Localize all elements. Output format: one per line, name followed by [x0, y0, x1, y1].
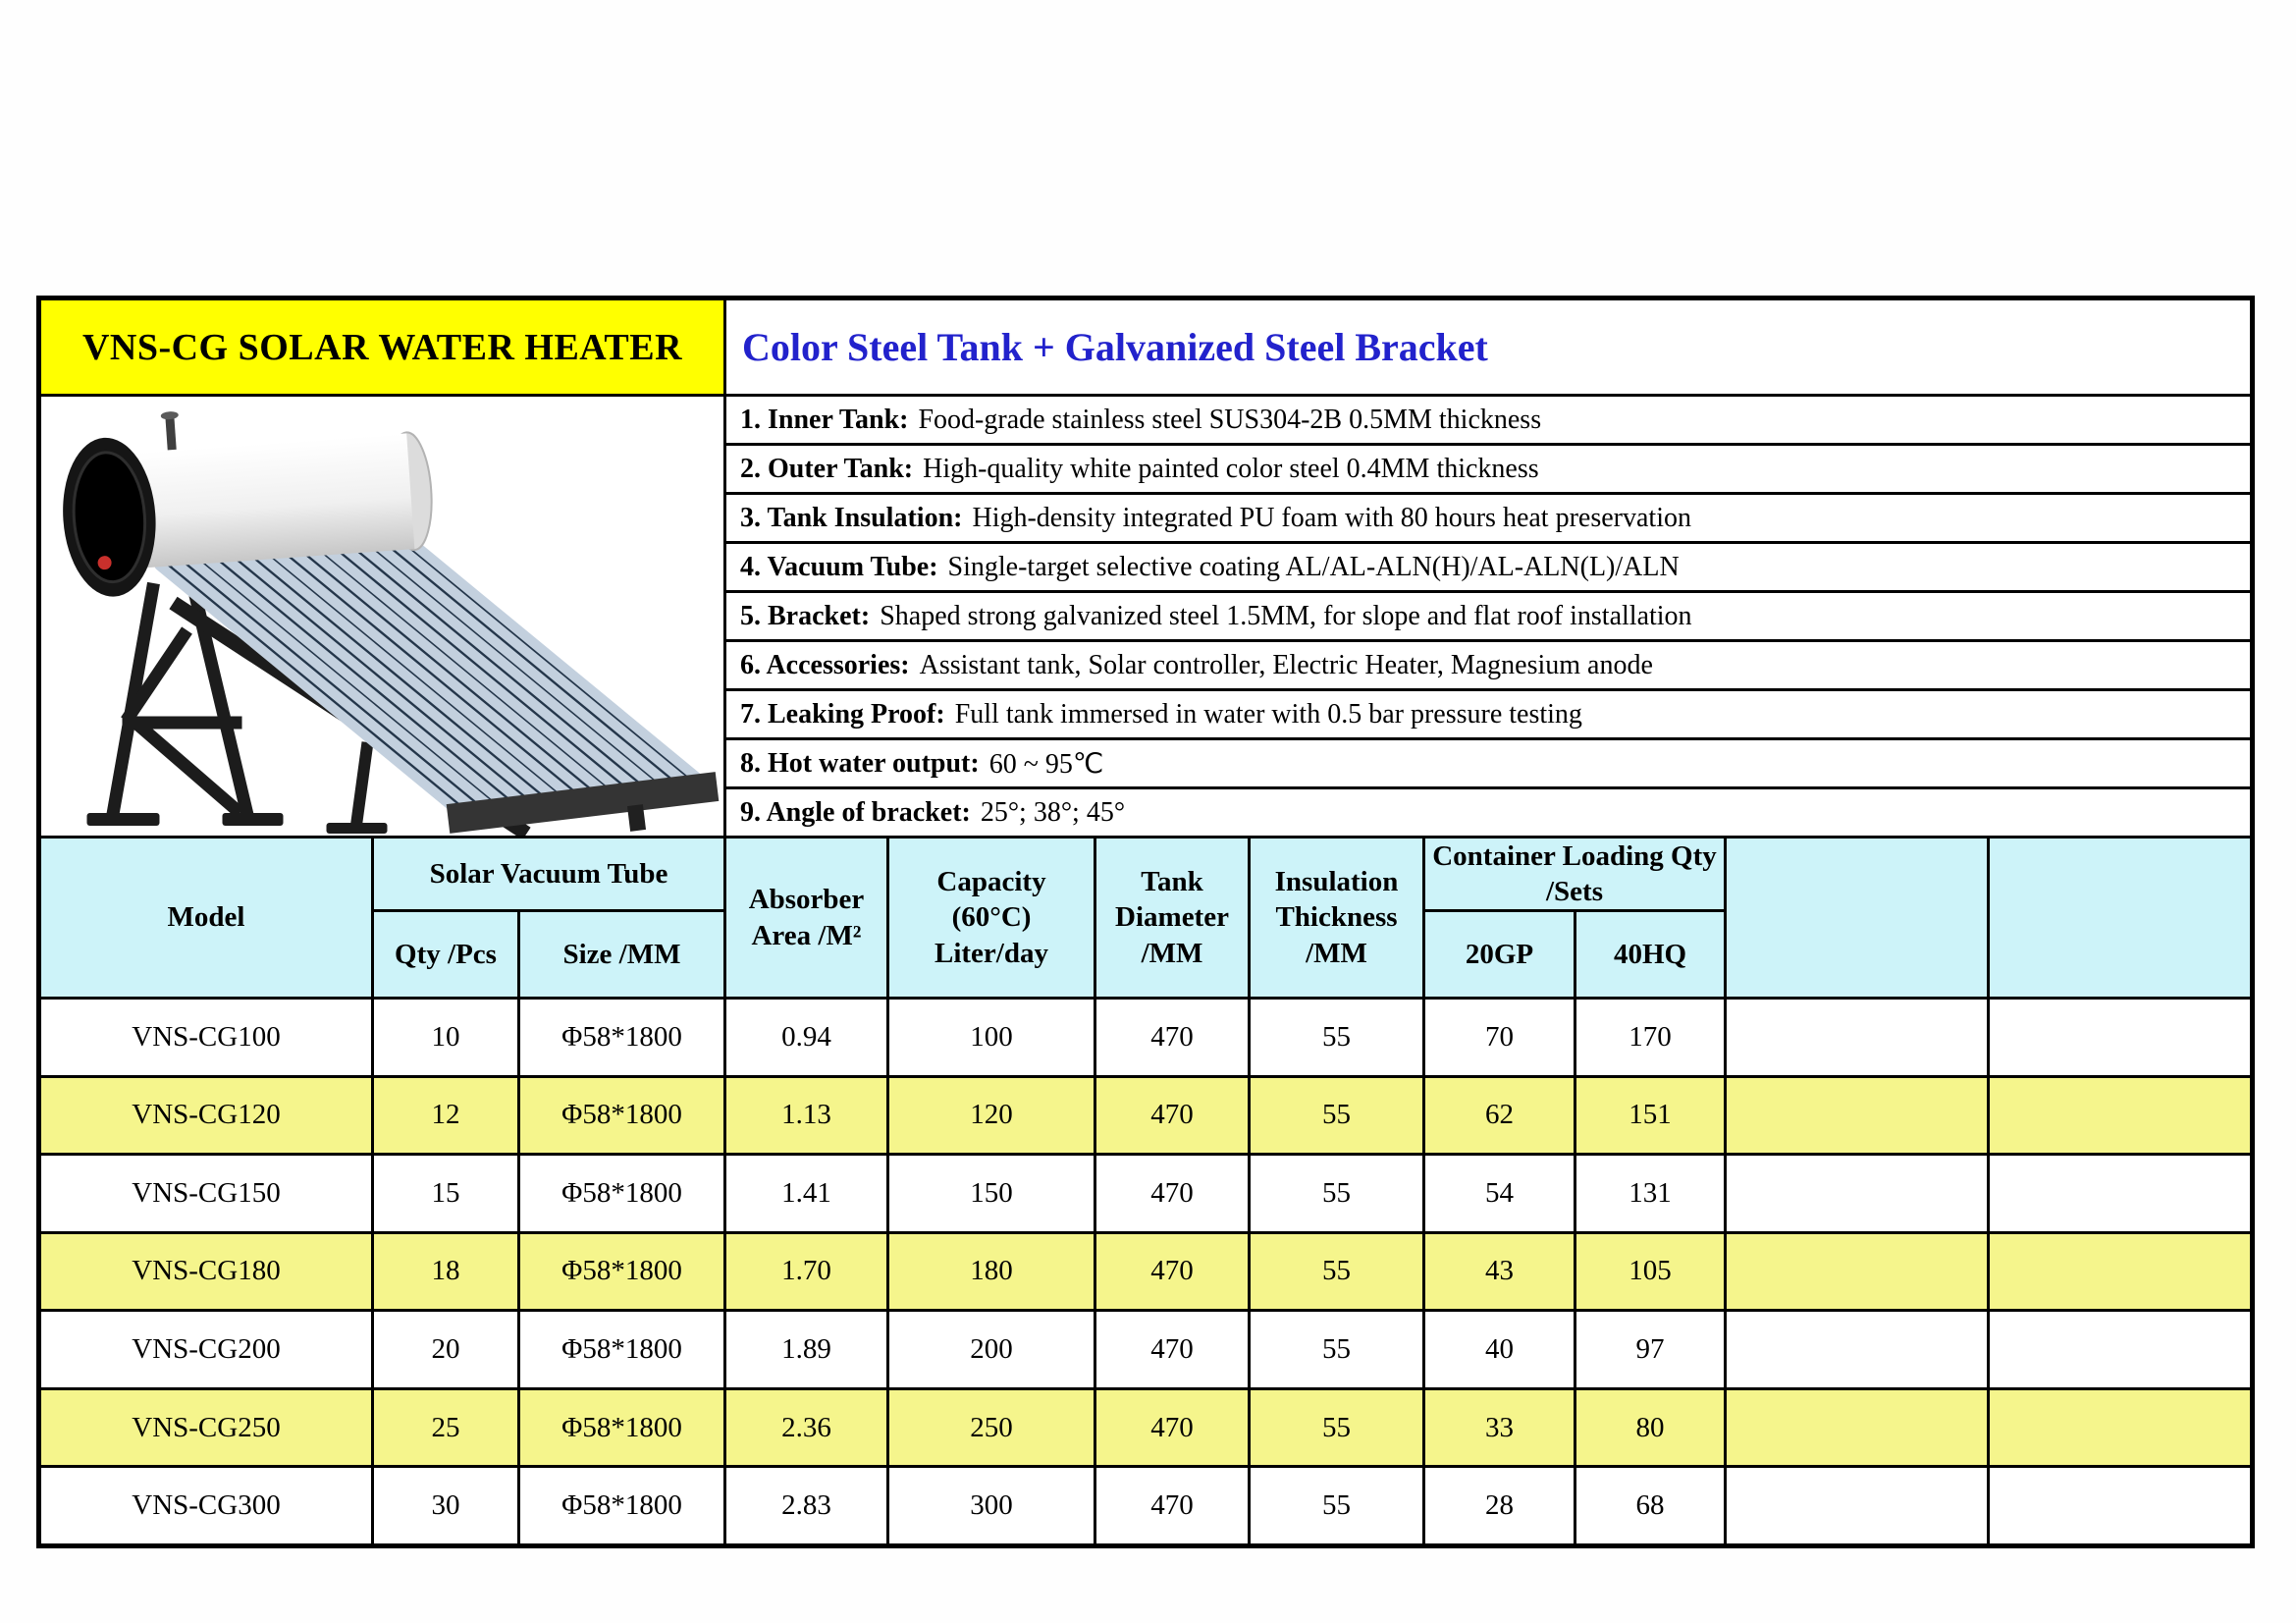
product-title-banner	[41, 300, 723, 394]
cell-model: VNS-CG200	[41, 1312, 371, 1387]
cell-empty	[1990, 1156, 2250, 1231]
cell-empty	[1727, 1000, 1987, 1075]
cell-tank-diameter: 470	[1096, 1312, 1248, 1387]
cell-qty: 15	[374, 1156, 517, 1231]
cell-absorber: 1.89	[726, 1312, 886, 1387]
feature-label: 6. Accessories:	[740, 649, 910, 680]
cell-40hq: 131	[1576, 1156, 1724, 1231]
cell-qty: 30	[374, 1468, 517, 1543]
cell-empty	[1727, 1234, 1987, 1310]
cell-empty	[1727, 1156, 1987, 1231]
cell-empty	[1727, 1468, 1987, 1543]
feature-text: Shaped strong galvanized steel 1.5MM, for slope and flat roof installation	[880, 600, 1692, 631]
cell-insulation: 55	[1251, 1078, 1422, 1154]
cell-size: Φ58*1800	[520, 1234, 723, 1310]
cell-model: VNS-CG300	[41, 1468, 371, 1543]
cell-empty	[1727, 1312, 1987, 1387]
feature-label: 2. Outer Tank:	[740, 453, 914, 484]
feature-text: High-quality white painted color steel 0.4MM thickness	[923, 453, 1539, 484]
feature-row-leaking-proof	[726, 691, 2250, 737]
header-tank-diameter: Tank Diameter /MM	[1096, 839, 1248, 997]
cell-size: Φ58*1800	[520, 1312, 723, 1387]
cell-40hq: 80	[1576, 1390, 1724, 1466]
cell-capacity: 300	[889, 1468, 1094, 1543]
cell-model: VNS-CG100	[41, 1000, 371, 1075]
cell-size: Φ58*1800	[520, 1000, 723, 1075]
cell-absorber: 2.36	[726, 1390, 886, 1466]
cell-empty	[1990, 1078, 2250, 1154]
feature-text: Full tank immersed in water with 0.5 bar pressure testing	[954, 698, 1582, 730]
cell-40hq: 151	[1576, 1078, 1724, 1154]
product-title: VNS-CG SOLAR WATER HEATER	[81, 326, 683, 368]
feature-row-angle-of-bracket	[726, 789, 2250, 836]
cell-20gp: 70	[1425, 1000, 1574, 1075]
header-absorber-area: Absorber Area /M²	[726, 839, 886, 997]
cell-absorber: 1.70	[726, 1234, 886, 1310]
header-capacity: Capacity (60°C) Liter/day	[889, 839, 1094, 997]
cell-20gp: 28	[1425, 1468, 1574, 1543]
cell-size: Φ58*1800	[520, 1078, 723, 1154]
cell-absorber: 1.13	[726, 1078, 886, 1154]
cell-20gp: 43	[1425, 1234, 1574, 1310]
cell-capacity: 120	[889, 1078, 1094, 1154]
spec-sheet	[36, 296, 2255, 1548]
feature-text: High-density integrated PU foam with 80 hours heat preservation	[972, 502, 1691, 533]
cell-size: Φ58*1800	[520, 1468, 723, 1543]
feature-label: 3. Tank Insulation:	[740, 502, 963, 533]
cell-40hq: 105	[1576, 1234, 1724, 1310]
cell-model: VNS-CG120	[41, 1078, 371, 1154]
cell-qty: 10	[374, 1000, 517, 1075]
feature-text: Assistant tank, Solar controller, Electric Heater, Magnesium anode	[919, 649, 1653, 680]
cell-20gp: 33	[1425, 1390, 1574, 1466]
cell-empty	[1990, 1234, 2250, 1310]
cell-qty: 18	[374, 1234, 517, 1310]
cell-tank-diameter: 470	[1096, 1156, 1248, 1231]
cell-empty	[1990, 1468, 2250, 1543]
header-20gp: 20GP	[1425, 912, 1574, 997]
cell-20gp: 40	[1425, 1312, 1574, 1387]
cell-absorber: 2.83	[726, 1468, 886, 1543]
cell-qty: 25	[374, 1390, 517, 1466]
cell-20gp: 62	[1425, 1078, 1574, 1154]
header-model: Model	[41, 839, 371, 997]
cell-capacity: 180	[889, 1234, 1094, 1310]
cell-empty	[1990, 1000, 2250, 1075]
feature-row-outer-tank	[726, 446, 2250, 492]
cell-tank-diameter: 470	[1096, 1078, 1248, 1154]
feature-label: 1. Inner Tank:	[740, 404, 909, 435]
cell-insulation: 55	[1251, 1000, 1422, 1075]
product-subtitle: Color Steel Tank + Galvanized Steel Bracket	[742, 325, 1488, 369]
feature-row-hot-water-output	[726, 740, 2250, 786]
cell-size: Φ58*1800	[520, 1156, 723, 1231]
cell-insulation: 55	[1251, 1234, 1422, 1310]
cell-absorber: 0.94	[726, 1000, 886, 1075]
cell-tank-diameter: 470	[1096, 1234, 1248, 1310]
cell-capacity: 250	[889, 1390, 1094, 1466]
cell-model: VNS-CG180	[41, 1234, 371, 1310]
feature-row-bracket	[726, 593, 2250, 639]
feature-row-accessories	[726, 642, 2250, 688]
cell-tank-diameter: 470	[1096, 1390, 1248, 1466]
feature-row-vacuum-tube	[726, 544, 2250, 590]
header-container-loading: Container Loading Qty /Sets	[1425, 839, 1724, 909]
cell-model: VNS-CG250	[41, 1390, 371, 1466]
solar-water-heater-image	[41, 397, 723, 836]
header-solar-vacuum-tube: Solar Vacuum Tube	[374, 839, 723, 909]
feature-label: 8. Hot water output:	[740, 747, 980, 779]
feature-text: Single-target selective coating AL/AL-ALN(H)/AL-ALN(L)/ALN	[947, 551, 1680, 582]
cell-40hq: 97	[1576, 1312, 1724, 1387]
cell-20gp: 54	[1425, 1156, 1574, 1231]
feature-label: 4. Vacuum Tube:	[740, 551, 938, 582]
cell-insulation: 55	[1251, 1312, 1422, 1387]
header-qty-pcs: Qty /Pcs	[374, 912, 517, 997]
feature-text: 25°; 38°; 45°	[980, 796, 1126, 828]
cell-qty: 12	[374, 1078, 517, 1154]
cell-tank-diameter: 470	[1096, 1000, 1248, 1075]
cell-insulation: 55	[1251, 1468, 1422, 1543]
cell-tank-diameter: 470	[1096, 1468, 1248, 1543]
cell-capacity: 200	[889, 1312, 1094, 1387]
feature-label: 5. Bracket:	[740, 600, 871, 631]
header-empty-2	[1990, 839, 2250, 997]
feature-label: 7. Leaking Proof:	[740, 698, 945, 730]
feature-row-inner-tank	[726, 397, 2250, 443]
cell-absorber: 1.41	[726, 1156, 886, 1231]
cell-empty	[1990, 1312, 2250, 1387]
feature-text: Food-grade stainless steel SUS304-2B 0.5MM thickness	[918, 404, 1542, 435]
cell-empty	[1727, 1078, 1987, 1154]
cell-capacity: 150	[889, 1156, 1094, 1231]
cell-qty: 20	[374, 1312, 517, 1387]
cell-40hq: 170	[1576, 1000, 1724, 1075]
header-empty-1	[1727, 839, 1987, 997]
cell-empty	[1990, 1390, 2250, 1466]
cell-empty	[1727, 1390, 1987, 1466]
product-image-cell	[41, 397, 723, 836]
cell-40hq: 68	[1576, 1468, 1724, 1543]
header-size-mm: Size /MM	[520, 912, 723, 997]
header-40hq: 40HQ	[1576, 912, 1724, 997]
feature-label: 9. Angle of bracket:	[740, 796, 971, 828]
feature-text: 60 ~ 95℃	[988, 748, 1104, 780]
cell-insulation: 55	[1251, 1390, 1422, 1466]
product-subtitle-banner	[726, 300, 2250, 394]
header-insulation-thickness: Insulation Thickness /MM	[1251, 839, 1422, 997]
cell-insulation: 55	[1251, 1156, 1422, 1231]
cell-size: Φ58*1800	[520, 1390, 723, 1466]
cell-model: VNS-CG150	[41, 1156, 371, 1231]
feature-row-tank-insulation	[726, 495, 2250, 541]
cell-capacity: 100	[889, 1000, 1094, 1075]
